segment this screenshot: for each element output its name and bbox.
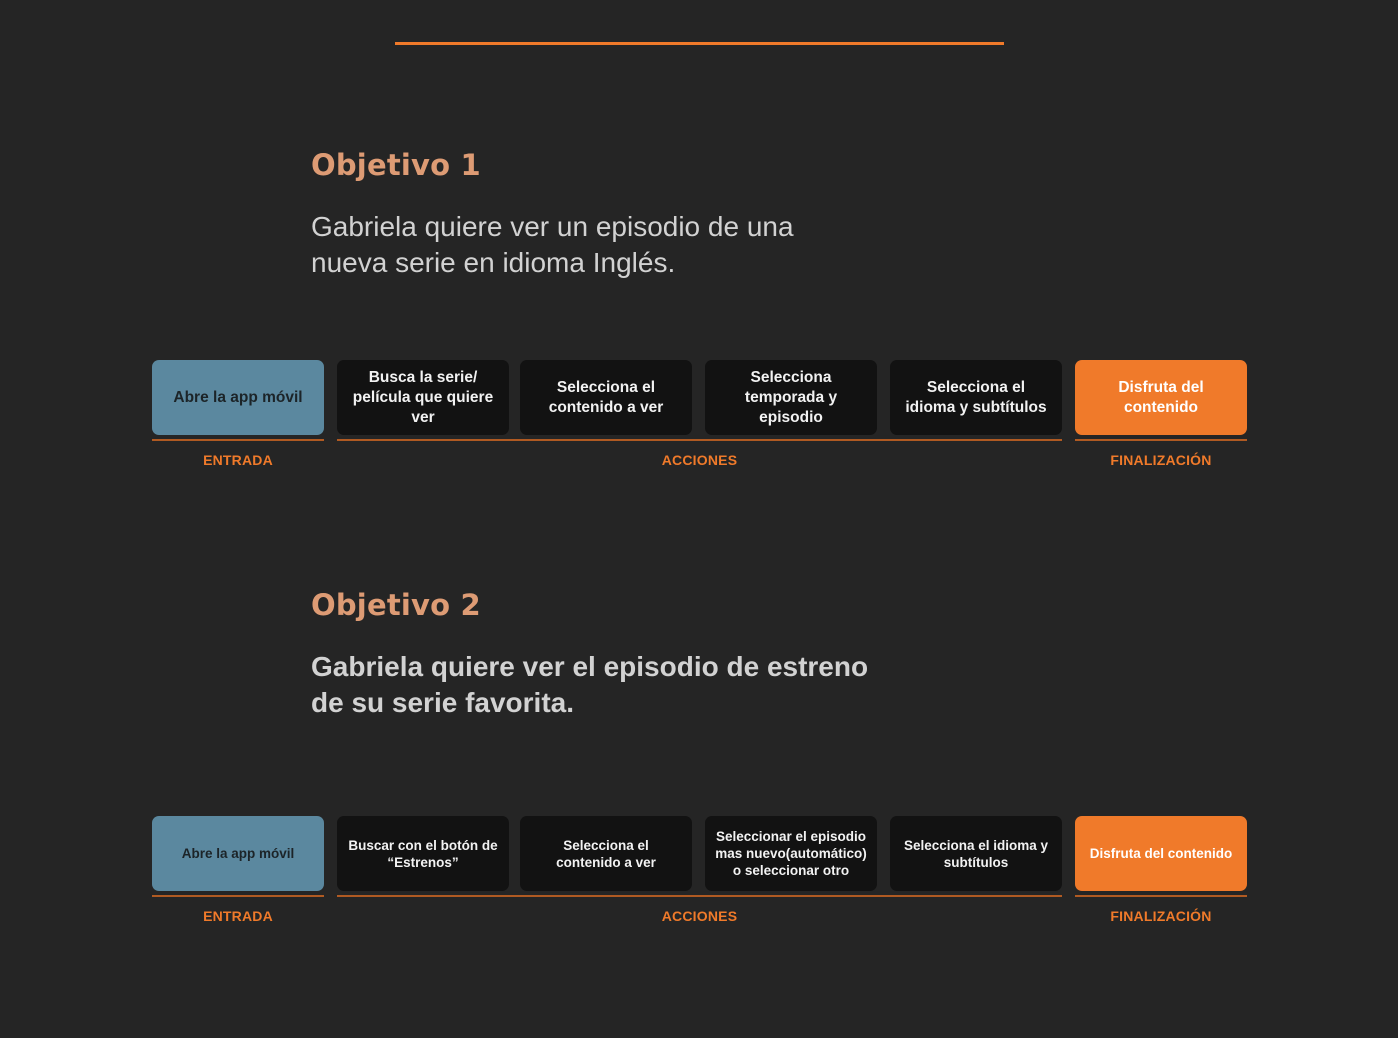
flow-2-step-action-4: Selecciona el idioma y subtítulos xyxy=(890,816,1062,891)
flow-1-final-bar xyxy=(1075,439,1247,441)
flow-1-actions-bar xyxy=(337,439,1062,441)
flow-2-phase-entry: ENTRADA xyxy=(203,908,273,924)
flow-2-actions-bar xyxy=(337,895,1062,897)
flow-2-phase-actions: ACCIONES xyxy=(661,908,738,924)
flow-2-step-action-1: Buscar con el botón de “Estrenos” xyxy=(337,816,509,891)
flow-2-step-action-3: Seleccionar el episodio mas nuevo(automático) o seleccionar otro xyxy=(705,816,877,891)
objective-1-description: Gabriela quiere ver un episodio de una nueva serie en idioma Inglés. xyxy=(311,211,794,278)
flow-2-entry-bar xyxy=(152,895,324,897)
objective-2-title: Objetivo 2 xyxy=(311,588,481,622)
top-accent-line xyxy=(395,42,1004,45)
flow-2-final-bar xyxy=(1075,895,1247,897)
flow-1-step-action-1: Busca la serie/ película que quiere ver xyxy=(337,360,509,435)
objective-1-title: Objetivo 1 xyxy=(311,148,481,182)
flow-2-step-action-2: Selecciona el contenido a ver xyxy=(520,816,692,891)
flow-1-step-action-2: Selecciona el contenido a ver xyxy=(520,360,692,435)
flow-1-phase-entry: ENTRADA xyxy=(203,452,273,468)
flow-2-step-entry: Abre la app móvil xyxy=(152,816,324,891)
flow-1-entry-bar xyxy=(152,439,324,441)
objective-2-description: Gabriela quiere ver el episodio de estreno de su serie favorita. xyxy=(311,651,869,718)
flow-2-step-final: Disfruta del contenido xyxy=(1075,816,1247,891)
flow-1-step-final: Disfruta del contenido xyxy=(1075,360,1247,435)
flow-2-phase-final: FINALIZACIÓN xyxy=(1110,908,1212,924)
flow-1-step-entry: Abre la app móvil xyxy=(152,360,324,435)
flow-1-step-action-3: Selecciona temporada y episodio xyxy=(705,360,877,435)
flow-1-phase-actions: ACCIONES xyxy=(661,452,738,468)
flow-1-step-action-4: Selecciona el idioma y subtítulos xyxy=(890,360,1062,435)
flow-1-phase-final: FINALIZACIÓN xyxy=(1110,452,1212,468)
